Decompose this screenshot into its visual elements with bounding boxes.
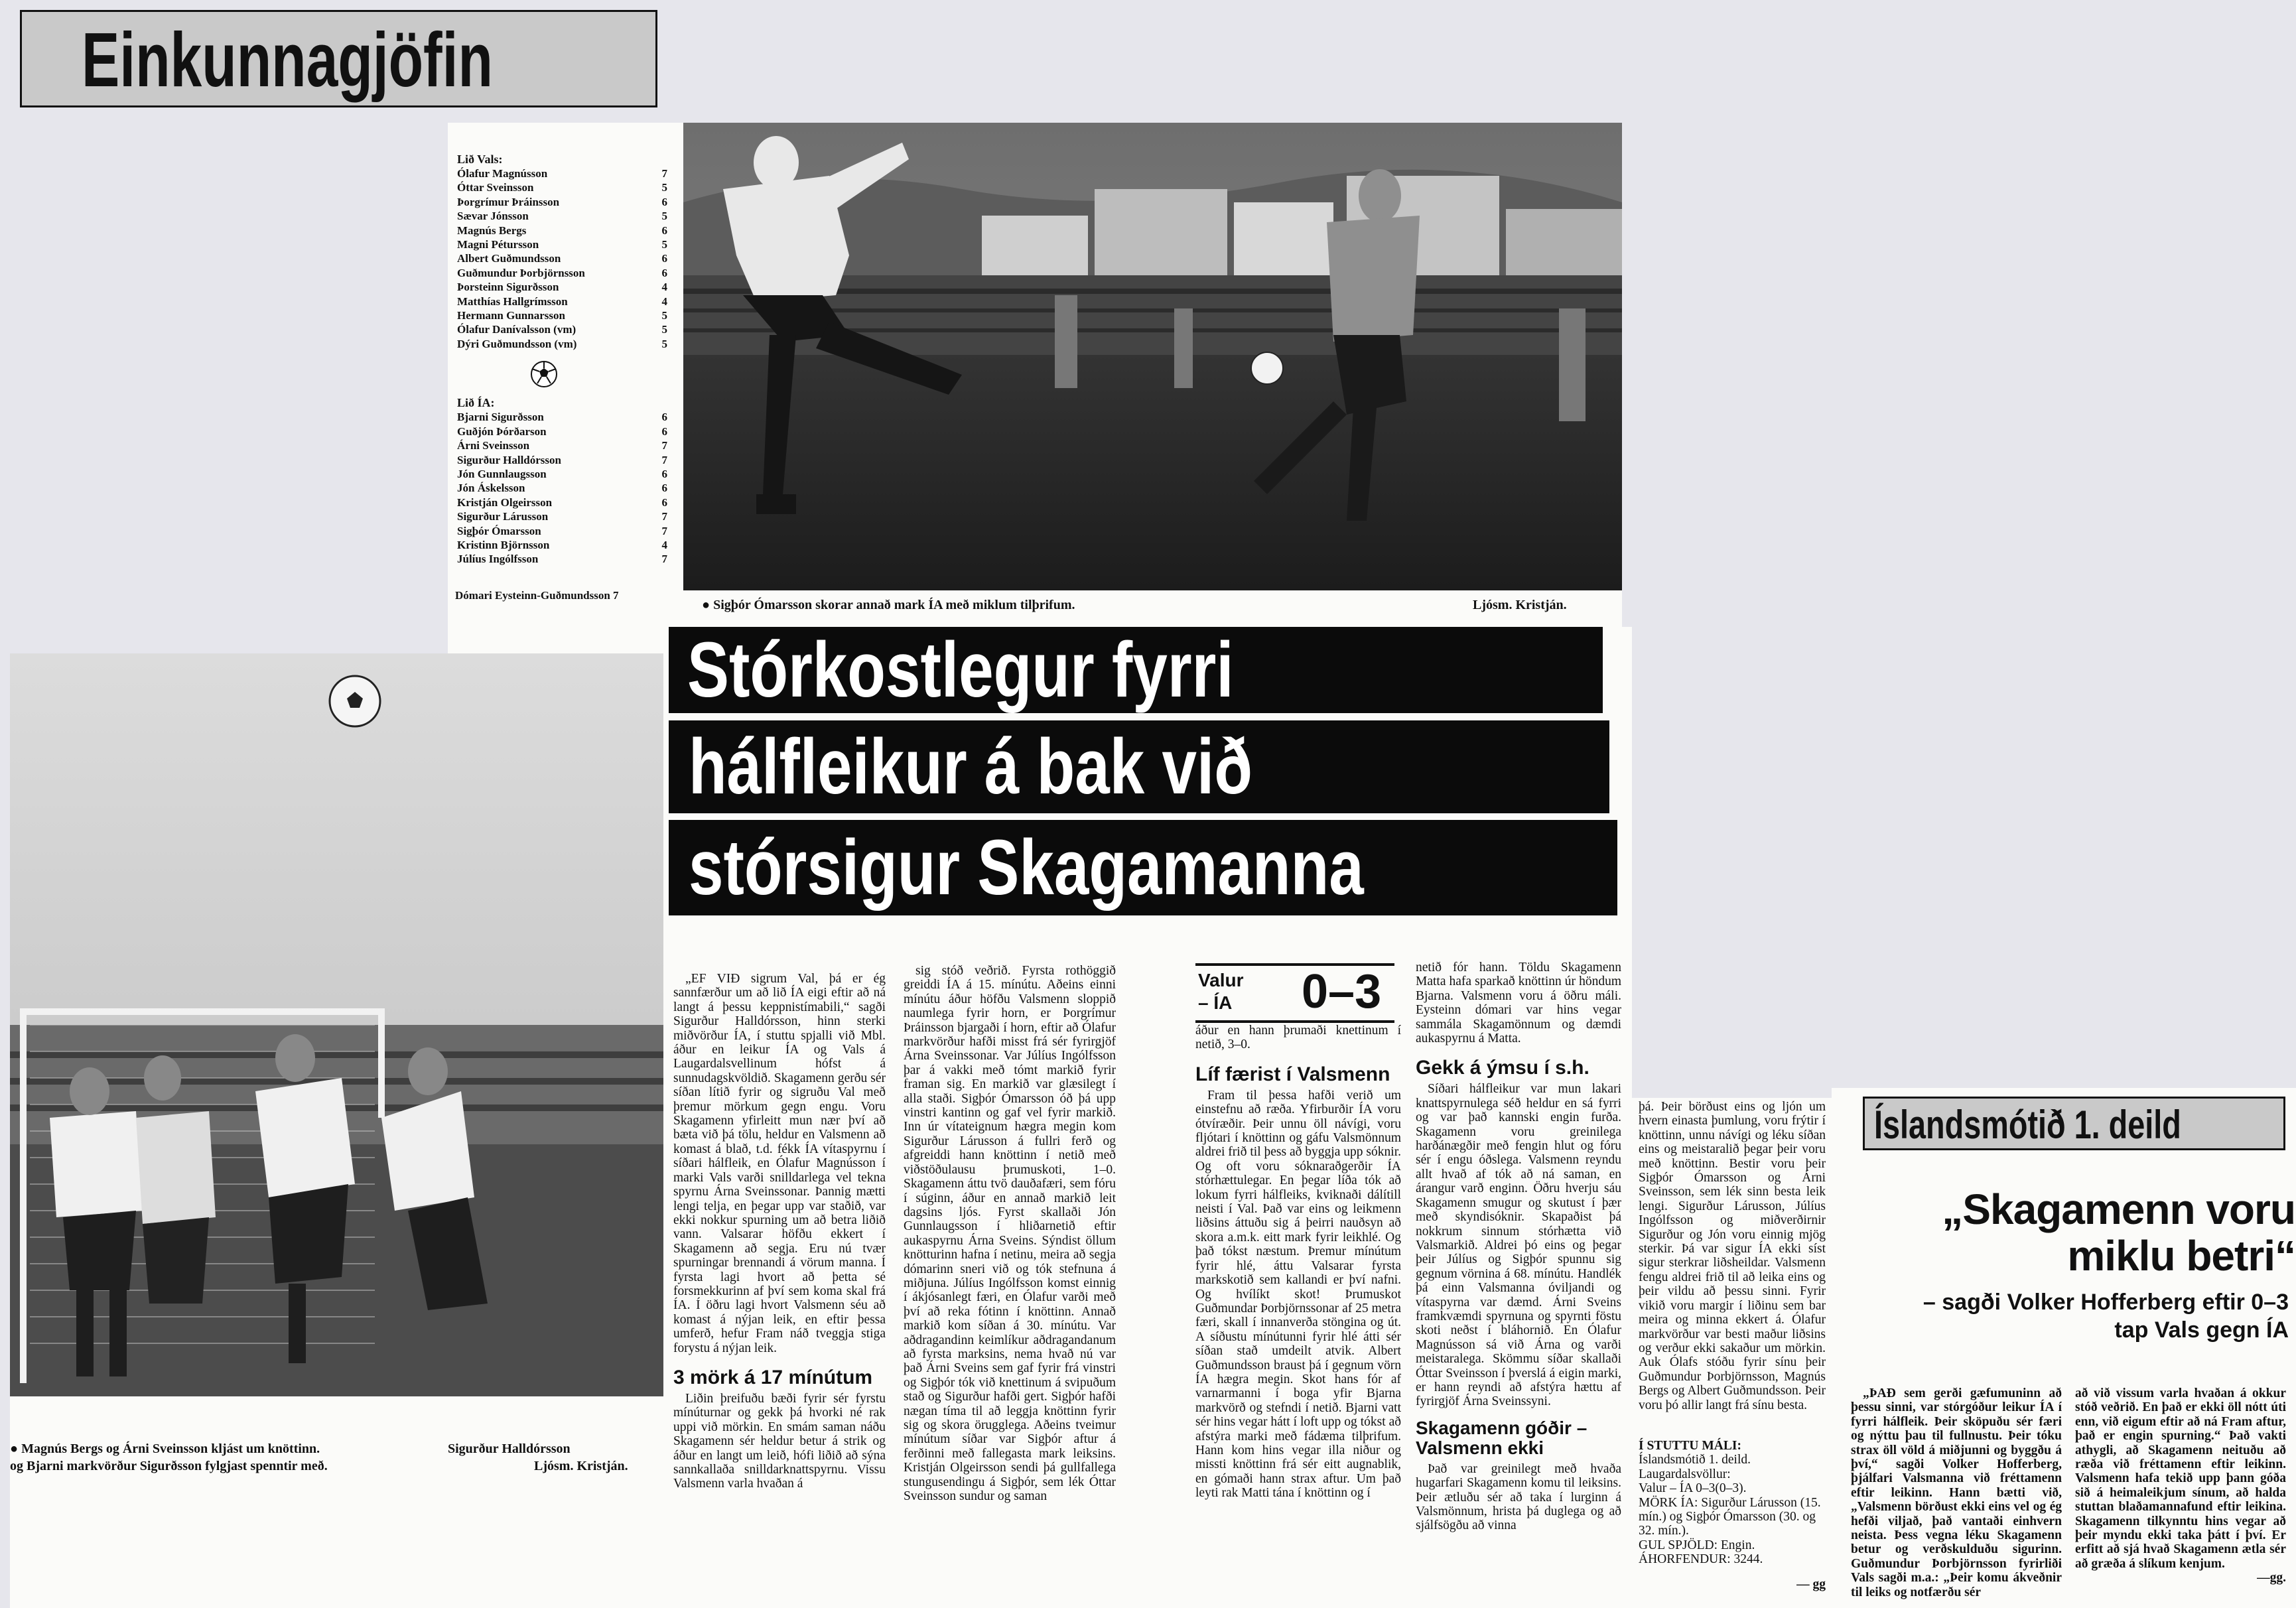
rating-row	[457, 467, 667, 481]
player-name: Sigþór Ómarsson	[457, 524, 541, 537]
player-score: 4	[661, 281, 667, 294]
summary-line: MÖRK ÍA: Sigurður Lárusson (15. mín.) og Sigþór Ómarsson (30. og 32. mín.).	[1639, 1495, 1821, 1538]
rating-row	[457, 496, 667, 509]
player-name: Árni Sveinsson	[457, 439, 530, 452]
headline-line-1-bar	[669, 627, 1603, 713]
player-name: Magni Pétursson	[457, 238, 539, 251]
article-subheading: Skagamenn góðir – Valsmenn ekki	[1416, 1417, 1587, 1458]
football-icon	[530, 360, 558, 388]
article-column-4	[1416, 961, 1621, 1608]
scorebox	[1195, 963, 1394, 1023]
player-name: Þorgrímur Þráinsson	[457, 195, 560, 208]
player-name: Bjarni Sigurðsson	[457, 411, 544, 424]
rating-row	[457, 481, 667, 495]
scorebox-team2: – ÍA	[1198, 992, 1233, 1013]
rating-row	[457, 251, 667, 265]
ia-ratings-list	[457, 410, 667, 566]
player-score: 6	[661, 496, 667, 509]
player-score: 7	[661, 167, 667, 180]
player-name: Dýri Guðmundsson (vm)	[457, 337, 577, 350]
player-score: 4	[661, 295, 667, 308]
article-subheading: 3 mörk á 17 mínútum	[673, 1366, 873, 1388]
player-name: Sævar Jónsson	[457, 210, 529, 223]
player-score: 5	[661, 238, 667, 251]
left-photo-caption-1: ● Magnús Bergs og Árni Sveinsson kljást um knöttinn.	[10, 1441, 320, 1456]
article-paragraph: áður en hann þrumaði knettinum í netið, 3–0.	[1195, 1024, 1401, 1052]
article-paragraph: Fram til þessa hafði verið um einstefnu að ræða. Yfirburðir ÍA voru ótvíræðir. Þeir unnu öll návígi, voru fljótari í knöttinn og gáfu Valsmönnum aldrei frið til þess að byggja upp sóknir. Og oft voru sóknaraðgerðir ÍA stórhættulegar. En þegar líða tók að lokum fyrri hálfleiks, kviknaði dálítill neisti í Val. Það var eins og leikmenn liðsins áttuðu sig á þeirri nauðsyn að skora a.m.k. eitt mark fyrir leikhlé. Og það tókst næstum. Þremur mínútum fyrir hlé, áttu Valsarar fyrsta markskotið sem kallandi er því nafni. Og hvílíkt skot! Þrumuskot Guðmundar Þorbjörnssonar af 25 metra færi, skall í innanverða stöngina og út. A síðustu mínútunni fyrir hlé átti sér síðan stað umdeilt atvik. Albert Guðmundsson braust þá í gegnum vörn ÍA hægra megin. Skot hans fór af varnarmanni í boga yfir Bjarna markvörð og stefndi í netið. Bjarni vatt sér hins vegar hátt í loft upp og tókst að afstýra marki með fádæma tilþrifum. Hann kom hins vegar illa niður og missti knöttinn frá sér eitt augnablik, en gómaði hann strax aftur. Um það leyti rak Matti tána í knöttinn og í	[1195, 1088, 1401, 1501]
headline-line-3: stórsigur Skagamanna	[689, 824, 1364, 911]
player-score: 7	[661, 553, 667, 566]
summary-line: Íslandsmótið 1. deild. Laugardalsvöllur:	[1639, 1453, 1751, 1481]
article-paragraph: Síðari hálfleikur var mun lakari knattspyrnulega séð heldur en sá fyrri og var það kannski engin furða. Skagamenn voru greinilega harðánægðir með fengin hlut og fóru sér í engu óðslega. Valsmenn reyndu allt hvað af tók að ná saman, en árangur varð enginn. Öðru hverju sáu Skagamenn smugur og skutust í þær með skyndisóknir. Skapaðist þá nokkrum sinnum stórhætta við Valsmarkið. Aldrei þó eins og þegar þeir Júlíus og Sigþór spunnu sig gegnum vörnina á 68. mínútu. Handlék þá einn Valsmanna óviljandi og vítaspyrna var dæmd. Árni Sveins framkvæmdi spyrnuna og spyrnti föstu skoti neðst í bláhornið. En Ólafur Magnússon sá við Árna og varði meistaralega. Skömmu síðar skallaði Óttar Sveinsson í þverslá á eigin marki, er hann reyndi að afstýra hættu af fyrirgjöf Árna Sveinssyni.	[1416, 1082, 1621, 1409]
rating-row	[457, 410, 667, 424]
player-name: Kristinn Björnsson	[457, 538, 550, 551]
sidebar-subhead: – sagði Volker Hofferberg eftir 0–3 tap Vals gegn ÍA	[1923, 1290, 2289, 1343]
player-score: 5	[661, 210, 667, 223]
rating-row	[457, 438, 667, 452]
rating-row	[457, 425, 667, 438]
player-name: Matthías Hallgrímsson	[457, 295, 568, 308]
player-name: Júlíus Ingólfsson	[457, 553, 539, 566]
player-name: Jón Gunnlaugsson	[457, 467, 547, 480]
section-title-box	[20, 10, 657, 107]
rating-row	[457, 180, 667, 194]
sidebar-column-2	[2075, 1386, 2286, 1608]
sidebar-headline: „Skagamenn voru miklu betri“	[1942, 1185, 2295, 1280]
player-name: Guðmundur Þorbjörnsson	[457, 266, 585, 279]
player-name: Sigurður Halldórsson	[457, 453, 561, 466]
rating-row	[457, 209, 667, 223]
top-photo-block	[677, 123, 1622, 627]
summary-list	[1639, 1453, 1826, 1566]
rating-row	[457, 224, 667, 237]
player-score: 6	[661, 467, 667, 480]
player-score: 5	[661, 181, 667, 194]
rating-row	[457, 322, 667, 336]
article-paragraph: sig stóð veðrið. Fyrsta rothöggið greiddi ÍA á 15. mínútu. Aðeins einni mínútu áður höfðu Valsmenn sloppið naumlega fyrir horn, er Þorgrímur Þráinsson bjargaði í horn, eftir að Ólafur markvörður hafði misst frá sér fyrirgjöf Árna Sveinssonar. Var Júlíus Ingólfsson þar á vakki með tómt markið fyrir framan sig. En markið var glæsilegt í alla staði. Sigþór Ómarsson óð þá upp vinstri kantinn og gaf vel fyrir markið. Inn úr vítateignum hægra megin kom Sigurður Lárusson á fullri ferð og afgreiddi hann knöttinn í netið með viðstöðulausu þrumuskoti, 1–0. Skagamenn áttu tvö dauðafæri, sem fóru í súginn, áður en annað markið leit dagsins ljós. Fyrst skallaði Jón Gunnlaugsson í hliðarnetið eftir aukaspyrnu Árna Sveins. Sýndist öllum knötturinn hafna í netinu, meira að segja dómarinn sneri við og tók stefnuna á miðjuna. Júlíus Ingólfsson komst einnig í ákjósanlegt færi, en Ólafur varði með því að reka fótinn í knöttinn. Annað markið kom síðan á 30. mínútu. Var aðdragandinn keimlíkur aðdragandanum að fyrsta marksins, nema hvað nú var það Árni Sveins sem gaf fyrir frá vinstri og Sigþór tók við knettinum á svipuðum stað og Sigurður hafði gert. Sigþór hafði nægan tíma til að leggja knöttinn fyrir sig og skora örugglega. Aðeins tveimur mínútum síðar var Sigþór aftur á ferðinni með fallegasta mark leiksins. Kristján Olgeirsson sendi þá gullfallega stungusendingu á Sigþór, sem lék Óttar Sveinsson sundur og saman	[904, 964, 1116, 1504]
player-score: 5	[661, 337, 667, 350]
rating-row	[457, 337, 667, 351]
player-score: 5	[661, 309, 667, 322]
sidebar-label-box	[1863, 1097, 2285, 1150]
player-name: Þorsteinn Sigurðsson	[457, 281, 559, 294]
player-name: Sigurður Lárusson	[457, 510, 549, 523]
player-name: Albert Guðmundsson	[457, 252, 561, 265]
player-name: Guðjón Þórðarson	[457, 425, 547, 438]
article-paragraph: Það var greinilegt með hvaða hugarfari Skagamenn komu til leiksins. Þeir ætluðu sér að taka í lurginn á Valsmönnum, hrista þá duglega og að sjálfsögðu að vinna	[1416, 1461, 1621, 1533]
headline-line-2: hálfleikur á bak við	[689, 723, 1252, 811]
sidebar-paragraph: að við vissum varla hvaðan á okkur stóð veðrið. En það er ekki öll nótt úti enn, við eigum eftir að ná Fram aftur, það er engin spurning.“ Það vakti athygli, að Skagamenn neituðu að ræða við fréttamenn eftir leikinn. Valsmenn hafa tekið upp þann góða sið á heimaleikjum sínum, að halda stuttan blaðamannafund eftir leikina. Skagamenn tilkynntu hins vegar að þeir myndu ekki taka þátt í því. Er erfitt að sjá hvað Skagamenn ætla sér að græða á slíkum kenjum.	[2075, 1386, 2286, 1571]
vals-heading: Lið Vals:	[457, 153, 503, 166]
player-score: 6	[661, 425, 667, 438]
article-paragraph: Liðin þreifuðu bæði fyrir sér fyrstu mínúturnar og gekk þá hvorki né rak uppi við mörkin. En smám saman náðu Skagamenn sér heldur betur á strik og áður en langt um leið, hófi liðið að sýna sannkallaða snilldarknattspyrnu. Vissu Valsmenn varla hvaðan á	[673, 1391, 886, 1491]
referee-line: Dómari Eysteinn-Guðmundsson 7	[455, 588, 619, 602]
player-score: 6	[661, 411, 667, 424]
rating-row	[457, 308, 667, 322]
sidebar-column-1	[1851, 1386, 2062, 1608]
rating-row	[457, 195, 667, 209]
player-name: Magnús Bergs	[457, 224, 527, 237]
player-score: 6	[661, 195, 667, 208]
article-paragraph: netið fór hann. Töldu Skagamenn Matta hafa sparkað knöttinn úr höndum Bjarna. Valsmenn voru á öðru máli. Eysteinn dómari var hins vegar sammála Skagamönnum og dæmdi aukaspyrnu á Matta.	[1416, 961, 1621, 1046]
left-photo-block	[10, 653, 663, 1608]
player-score: 6	[661, 266, 667, 279]
top-photo-caption: ● Sigþór Ómarsson skorar annað mark ÍA með miklum tilþrifum.	[702, 598, 1075, 612]
sidebar-signature: —gg.	[2257, 1571, 2286, 1585]
scorebox-team1: Valur	[1198, 970, 1244, 990]
article-column-3	[1195, 1024, 1401, 1608]
article-paragraph: „EF VIÐ sigrum Val, þá er ég sannfærður um að lið ÍA eigi eftir að ná langt á þessu keppnistímabili,“ sagði Sigurður Halldórsson, hinn sterki miðvörður ÍA, í stuttu spjalli við Mbl. áður en leikur ÍA og Vals á Laugardalsvellinum hófst á sunnudagskvöldið. Skagamenn gerðu sér síðan lítið fyrir og sigruðu Val með þremur mörkum gegn engu. Voru Skagamenn yfirleitt mun nær því að bæta við þá tölu, heldur en Valsmenn að komast á blað, t.d. fékk ÍA vítaspyrnu í síðari hálfleik, en Ólafur Magnússon í marki Vals varði snilldarlega vel tekna spyrnu Árna Sveinssonar. Þannig mætti lengi telja, en þegar upp var staðið, var ekki nokkur spurning um að betra liðið vann. Valsarar höfðu ekkert í Skagamenn að segja. Eru nú tvær spurningar brennandi á vörum manna. Í fyrsta lagi hvort að þetta sé forsmekkurinn af því sem koma skal frá ÍA. Í öðru lagi hvort Valsmenn séu að komast á nýjan leik, en eftir þessa umferð, hefur Fram náð tveggja stiga forystu á nýjan leik.	[673, 972, 886, 1355]
left-photo-caption-1b: Sigurður Halldórsson	[448, 1441, 571, 1456]
top-photo	[683, 123, 1622, 590]
headline-line-2-bar	[669, 720, 1609, 813]
left-photo	[10, 653, 663, 1396]
summary-heading: Í STUTTU MÁLI:	[1639, 1438, 1741, 1453]
player-score: 4	[661, 538, 667, 551]
player-score: 6	[661, 252, 667, 265]
rating-row	[457, 538, 667, 552]
section-title: Einkunnagjöfin	[82, 17, 493, 103]
rating-row	[457, 552, 667, 566]
article-column-5	[1639, 1100, 1826, 1608]
player-score: 7	[661, 439, 667, 452]
sidebar-paragraph: „ÞAÐ sem gerði gæfumuninn að þessu sinni, var stórgóður leikur ÍA í fyrri hálfleik. Þeir sköpuðu sér færi og nýttu þau til fullnustu. Þeir tóku strax öll völd á miðjunni og byggðu á því,“ sagði Volker Hofferberg, þjálfari Valsmanna við fréttamenn eftir leikinn. Hann bætti við, „Valsmenn börðust ekki eins vel og ég hefði viljað, það vantaði einhvern neista. Þess vegna léku Skagamenn betur og verðskulduðu sigurinn. Guðmundur Þorbjörnsson fyrirliði Vals sagði m.a.: „Þeir komu ákveðnir til leiks og notfærðu sér	[1851, 1386, 2062, 1599]
player-name: Ólafur Magnússon	[457, 167, 548, 180]
player-name: Ólafur Danívalsson (vm)	[457, 323, 576, 336]
article-subheading: Líf færist í Valsmenn	[1195, 1063, 1390, 1085]
rating-row	[457, 524, 667, 538]
headline-line-1: Stórkostlegur fyrri	[687, 627, 1234, 713]
rating-row	[457, 453, 667, 467]
ia-heading: Lið ÍA:	[457, 396, 495, 410]
ratings-panel	[448, 123, 677, 653]
rating-row	[457, 295, 667, 308]
left-photo-caption-2: og Bjarni markvörður Sigurðsson fylgjast spenntir með.	[10, 1459, 328, 1473]
player-name: Jón Áskelsson	[457, 482, 525, 495]
rating-row	[457, 237, 667, 251]
article-subheading: Gekk á ýmsu í s.h.	[1416, 1057, 1589, 1079]
article-column-2	[904, 964, 1116, 1608]
rating-row	[457, 509, 667, 523]
rating-row	[457, 266, 667, 280]
top-photo-credit: Ljósm. Kristján.	[1473, 598, 1567, 612]
player-score: 7	[661, 510, 667, 523]
player-score: 5	[661, 323, 667, 336]
player-name: Óttar Sveinsson	[457, 181, 534, 194]
summary-line: ÁHORFENDUR: 3244.	[1639, 1552, 1763, 1567]
vals-ratings-list	[457, 167, 667, 351]
rating-row	[457, 280, 667, 294]
player-name: Kristján Olgeirsson	[457, 496, 553, 509]
article-column-1	[673, 972, 886, 1608]
rating-row	[457, 167, 667, 180]
scorebox-score: 0–3	[1302, 965, 1382, 1018]
player-name: Hermann Gunnarsson	[457, 309, 565, 322]
article-signature: — gg	[1796, 1577, 1826, 1591]
player-score: 7	[661, 524, 667, 537]
sidebar-label: Íslandsmótið 1. deild	[1874, 1103, 2181, 1147]
summary-line: GUL SPJÖLD: Engin.	[1639, 1538, 1755, 1552]
headline-line-3-bar	[669, 820, 1617, 915]
player-score: 7	[661, 453, 667, 466]
article-paragraph: þá. Þeir börðust eins og ljón um hvern einasta þumlung, voru frýtir í knöttinn, unnu návígi og léku síðan eins og meistaralið þegar þeir voru með knöttinn. Bestir voru þeir Sigþór Ómarsson og Árni Sveinsson, sem lék sinn besta leik lengi. Sigurður Lárusson, Júlíus Ingólfsson og miðverðirnir Sigurður og Jón voru einnig mjög sterkir. Þá var sigur ÍA ekki síst sigur sterkrar liðsheildar. Valsmenn fengu aldrei frið til að leika eins og þeir vildu að þessu sinni. Fyrir vikið voru margir í liðinu sem bar meira og minna ekkert á. Ólafur markvörður var besti maður liðsins og verður ekki sakaður um mörkin. Auk Ólafs stóðu fyrir sínu þeir Guðmundur Þorbjörnsson, Magnús Bergs og Albert Guðmundsson. Þeir voru þó allir langt frá sínu besta.	[1639, 1100, 1826, 1412]
player-score: 6	[661, 482, 667, 495]
summary-line: Valur – ÍA 0–3(0–3).	[1639, 1481, 1747, 1496]
player-score: 6	[661, 224, 667, 237]
left-photo-credit: Ljósm. Kristján.	[534, 1459, 628, 1473]
